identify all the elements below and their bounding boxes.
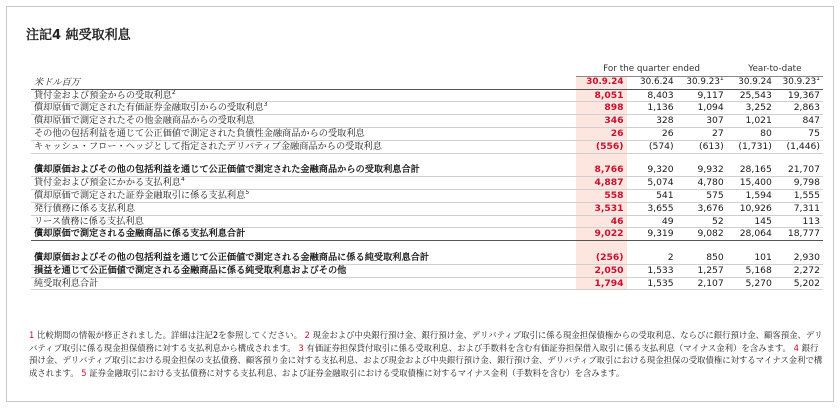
row-label: その他の包括利益を通じて公正価値で測定された負債性金融商品からの受取利息 (31, 127, 576, 140)
table-cell: (613) (677, 140, 727, 153)
table-cell: 15,400 (727, 177, 775, 190)
quarter-group-header: For the quarter ended (576, 64, 726, 76)
row-label: 純受取利息合計 (31, 277, 576, 290)
table-cell: 28,064 (727, 228, 775, 241)
row-label: 償却原価およびその他の包括利益を通じて公正価値で測定される金融商品に係る純受取利息合計 (31, 241, 576, 265)
header-dates-row (31, 76, 823, 89)
table-cell: 10,926 (727, 202, 775, 215)
row-label: 損益を通じて公正価値で測定される金融商品に係る純受取利息およびその他 (31, 264, 576, 277)
table-cell: 898 (576, 102, 626, 115)
unit-label: 米ドル百万 (31, 76, 576, 89)
table-cell: 21,707 (775, 153, 823, 177)
footnote-text: 銀行預け金、デリバティブ取引における現金担保の支払債務、顧客預り金に対する支払利息、および現金および中央銀行預け金、銀行預け金、デリバティブ取引における現金担保の受取債権に対するマイナス金利で構成されます。 (29, 342, 823, 378)
row-label: 貸付金および預金からの受取利息$^2$ (31, 89, 576, 102)
table-cell: 49 (627, 215, 677, 228)
table-cell: 850 (677, 241, 727, 265)
table-cell: 5,168 (727, 264, 775, 277)
row-label: 償却原価で測定された有価証券金融取引からの受取利息$^3$ (31, 102, 576, 115)
table-cell: 9,117 (677, 89, 727, 102)
table-cell: 346 (576, 115, 626, 128)
table-cell: 2,107 (677, 277, 727, 290)
table-row (31, 102, 823, 115)
table-cell: 558 (576, 189, 626, 202)
footnote-number: 1 (29, 330, 35, 340)
column-header: 30.6.24 (627, 76, 677, 89)
table-cell: 27 (677, 127, 727, 140)
table-cell: (1,731) (727, 140, 775, 153)
table-row (31, 89, 823, 102)
table-row (31, 277, 823, 290)
table-cell: 1,533 (627, 264, 677, 277)
table-row (31, 215, 823, 228)
table-cell: 113 (775, 215, 823, 228)
table-cell: 328 (627, 115, 677, 128)
header-group-row (31, 64, 823, 76)
table-cell: 8,051 (576, 89, 626, 102)
table-row (31, 140, 823, 153)
table-cell: 101 (727, 241, 775, 265)
footnote-number: 4 (793, 342, 799, 353)
table-cell: 26 (627, 127, 677, 140)
table-cell: 4,887 (576, 177, 626, 190)
footnotes (29, 329, 825, 379)
table-cell: (1,446) (775, 140, 823, 153)
table-cell: 75 (775, 127, 823, 140)
table-cell: 2,050 (576, 264, 626, 277)
table-cell: 3,531 (576, 202, 626, 215)
table-cell: 9,320 (627, 153, 677, 177)
note-panel (6, 6, 834, 402)
table-cell: 9,022 (576, 228, 626, 241)
table-row (31, 202, 823, 215)
column-header: 30.9.24 (727, 76, 775, 89)
footnote-number: 5 (81, 367, 87, 378)
table-row (31, 264, 823, 277)
table-cell: 1,535 (627, 277, 677, 290)
table-row (31, 241, 823, 265)
table-row (31, 228, 823, 241)
table-cell: (556) (576, 140, 626, 153)
row-label: 償却原価で測定されたその他金融商品からの受取利息 (31, 115, 576, 128)
table-cell: 25,543 (727, 89, 775, 102)
financial-table (31, 64, 823, 290)
table-cell: (256) (576, 241, 626, 265)
table-cell: 1,594 (727, 189, 775, 202)
table-cell: 1,555 (775, 189, 823, 202)
row-label: 償却原価およびその他の包括利益を通じて公正価値で測定された金融商品からの受取利息合計 (31, 153, 576, 177)
table-cell: 2,930 (775, 241, 823, 265)
table-cell: 2,272 (775, 264, 823, 277)
table-cell: 9,082 (677, 228, 727, 241)
table-cell: 1,794 (576, 277, 626, 290)
table-cell: 7,311 (775, 202, 823, 215)
table-cell: 28,165 (727, 153, 775, 177)
table-cell: 541 (627, 189, 677, 202)
table-cell: 145 (727, 215, 775, 228)
row-label: 償却原価で測定される金融商品に係る支払利息合計 (31, 228, 576, 241)
row-label: リース債務に係る支払利息 (31, 215, 576, 228)
table-cell: 1,094 (677, 102, 727, 115)
table-row (31, 189, 823, 202)
row-label: 貸付金および預金にかかる支払利息$^4$ (31, 177, 576, 190)
table-cell: 1,136 (627, 102, 677, 115)
table-cell: 9,932 (677, 153, 727, 177)
table-row (31, 115, 823, 128)
table-cell: 3,252 (727, 102, 775, 115)
page-title: 注記4 純受取利息 (26, 28, 131, 43)
table-cell: 307 (677, 115, 727, 128)
table-cell: 3,655 (627, 202, 677, 215)
row-label: 償却原価で測定された証券金融取引に係る支払利息$^5$ (31, 189, 576, 202)
table-cell: 18,777 (775, 228, 823, 241)
table-cell: 8,403 (627, 89, 677, 102)
table-cell: 9,798 (775, 177, 823, 190)
ytd-group-header: Year-to-date (727, 64, 823, 76)
table-cell: 3,676 (677, 202, 727, 215)
table-cell: 1,021 (727, 115, 775, 128)
table-cell: 5,074 (627, 177, 677, 190)
table-cell: 8,766 (576, 153, 626, 177)
footnote-number: 3 (298, 342, 304, 353)
row-label: 発行債務に係る支払利息 (31, 202, 576, 215)
table-cell: 19,367 (775, 89, 823, 102)
footnote-text: 有価証券担保貸付取引に係る受取利息、および手数料を含む有価証券担保借入取引に係る支払利息（マイナス金利）を含みます。 (306, 342, 791, 353)
table-row (31, 153, 823, 177)
footnote-text: 現金および中央銀行預け金、銀行預け金、デリバティブ取引に係る現金担保債権からの受取利息、ならびに銀行預け金、顧客預金、デリバティブ取引に係る現金担保債務に対する支払利息から構成されます。 (29, 330, 823, 353)
table-cell: 2 (627, 241, 677, 265)
table-cell: 1,257 (677, 264, 727, 277)
table-cell: 5,202 (775, 277, 823, 290)
column-header: 30.9.23$^1$ (775, 76, 823, 89)
table-cell: 46 (576, 215, 626, 228)
table-cell: 80 (727, 127, 775, 140)
row-label: キャッシュ・フロー・ヘッジとして指定されたデリバティブ金融商品からの受取利息 (31, 140, 576, 153)
table-cell: 575 (677, 189, 727, 202)
table-row (31, 177, 823, 190)
table-cell: 2,863 (775, 102, 823, 115)
table-cell: 9,319 (627, 228, 677, 241)
table-cell: 5,270 (727, 277, 775, 290)
table-cell: (574) (627, 140, 677, 153)
footnote-number: 2 (304, 330, 310, 340)
footnote-text: 比較期間の情報が修正されました。詳細は注記2を参照してください。 (37, 330, 302, 340)
column-header: 30.9.23$^1$ (677, 76, 727, 89)
table-cell: 26 (576, 127, 626, 140)
table-cell: 52 (677, 215, 727, 228)
footnote-text: 証券金融取引における支払債務に対する支払利息、および証券金融取引における受取債権に対するマイナス金利（手数料を含む）を含みます。 (89, 367, 625, 378)
table-cell: 4,780 (677, 177, 727, 190)
table-row (31, 127, 823, 140)
column-header: 30.9.24 (576, 76, 626, 89)
table-cell: 847 (775, 115, 823, 128)
